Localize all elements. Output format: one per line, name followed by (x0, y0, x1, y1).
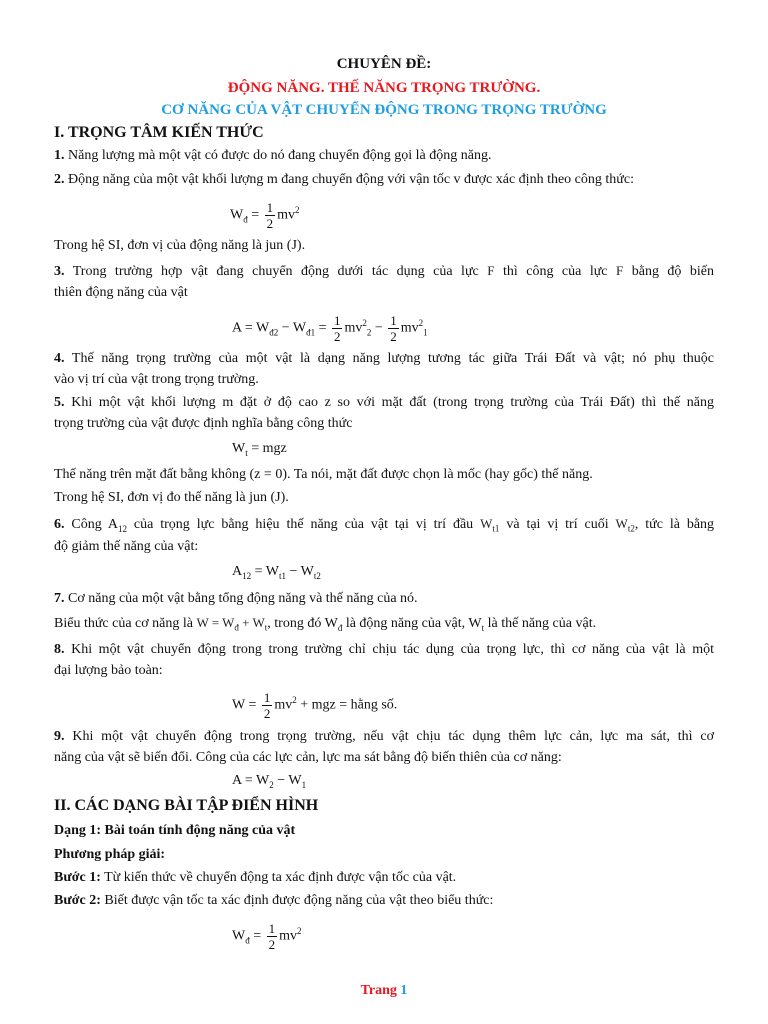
section-2-heading: II. CÁC DẠNG BÀI TẬP ĐIỂN HÌNH (54, 797, 319, 814)
paragraph-7: 7. Cơ năng của một vật bằng tổng động năng và thế năng của nó. (54, 591, 418, 606)
paragraph-4-line-2: vào vị trí của vật trong trọng trường. (54, 372, 259, 387)
paragraph-5-line-4: Trong hệ SI, đơn vị đo thế năng là jun (J). (54, 490, 289, 505)
page-number: 1 (400, 983, 408, 998)
paragraph-text: Năng lượng mà một vật có được do nó đang chuyển động gọi là động năng. (68, 148, 492, 163)
item-number: 1. (54, 148, 65, 163)
paragraph-3-line-2: thiên động năng của vật (54, 285, 188, 300)
paragraph-4-line-1: 4. Thế năng trọng trường của một vật là dạng năng lượng tương tác giữa Trái Đất và vật; nó phụ thuộc (54, 351, 714, 366)
paragraph-text: Động năng của một vật khối lượng m đang chuyển động với vận tốc v được xác định theo công thức: (68, 172, 634, 187)
paragraph-8-line-1: 8. Khi một vật chuyển động trong trong trường chỉ chịu tác dụng của trọng lực, thì cơ năng của vật là một (54, 642, 715, 657)
document-subtitle: CƠ NĂNG CỦA VẬT CHUYỂN ĐỘNG TRONG TRỌNG TRƯỜNG (161, 102, 607, 118)
document-title: ĐỘNG NĂNG. THẾ NĂNG TRỌNG TRƯỜNG. (227, 80, 541, 96)
paragraph-9-line-2: năng của vật sẽ biến đổi. Công của các lực cản, lực ma sát bằng độ biến thiên của cơ năng: (54, 750, 562, 765)
formula-kinetic-energy: $W_đ$ = $\frac{1}{2}$ $mv^2$ (230, 200, 300, 231)
paragraph-2-unit: Trong hệ SI, đơn vị của động năng là jun (J). (54, 238, 306, 253)
page-footer (0, 983, 768, 999)
formula-mechanical-energy: W = $\frac{1}{2}$ $mv^2$ + mgz = hằng số. (232, 690, 398, 721)
paragraph-9-line-1: 9. Khi một vật chuyển động trong trọng trường, nếu vật chịu tác dụng thêm lực cản, lực ma sát, thì cơ (54, 729, 715, 744)
topic-label: CHUYÊN ĐỀ: (336, 56, 432, 72)
force-symbol: F (616, 263, 624, 278)
paragraph-3-line-1: 3. Trong trường hợp vật đang chuyển động dưới tác dụng của lực F thì công của lực F bằng độ biến (54, 263, 715, 279)
paragraph-8-line-2: đại lượng bảo toàn: (54, 663, 163, 678)
step-1: Bước 1: Từ kiến thức về chuyển động ta xác định được vận tốc của vật. (54, 870, 457, 885)
formula-work-energy-theorem: $A = W_{đ2} - W_{đ1}$ = $\frac{1}{2}$ $mv^2_2$ − $\frac{1}{2}$ $mv^2_1$ (232, 313, 428, 344)
method-heading: Phương pháp giải: (54, 847, 166, 862)
page-label: Trang (360, 983, 397, 998)
section-1-heading: I. TRỌNG TÂM KIẾN THỨC (54, 124, 264, 141)
formula-work-nonconservative: $A = W_2 - W_1$ (232, 773, 307, 790)
formula-gravity-work: $A_{12} = W_{t1} - W_{t2}$ (232, 564, 321, 581)
force-symbol: F (487, 263, 495, 278)
paragraph-5-line-1: 5. Khi một vật khối lượng m đặt ở độ cao z so với mặt đất (trong trọng trường của Trái Đất) thì thế năng (54, 395, 715, 410)
paragraph-6-line-1: 6. Công $A_{12}$ của trọng lực bằng hiệu thế năng của vật tại vị trí đầu $W_{t1}$ và tại vị trí cuối $W_{t2}$, tức là bằng (54, 516, 715, 534)
formula-kinetic-energy-step: $W_đ$ = $\frac{1}{2}$ $mv^2$ (232, 921, 302, 952)
paragraph-7-expression: Biểu thức của cơ năng là $W = W_đ + W_t$, trong đó $W_đ$ là động năng của vật, $W_t$ là thế năng của vật. (54, 615, 597, 633)
problem-type-1: Dạng 1: Bài toán tính động năng của vật (54, 823, 296, 838)
paragraph-2 (54, 171, 634, 189)
formula-potential-energy: $W_t$ = mgz (232, 441, 287, 458)
paragraph-1 (54, 147, 491, 165)
paragraph-5-line-3: Thế năng trên mặt đất bằng không (z = 0). Ta nói, mặt đất được chọn là mốc (hay gốc) thế năng. (54, 467, 593, 482)
step-2: Bước 2: Biết được vận tốc ta xác định được động năng của vật theo biểu thức: (54, 893, 494, 908)
paragraph-6-line-2: độ giảm thế năng của vật: (54, 539, 199, 554)
paragraph-5-line-2: trọng trường của vật được định nghĩa bằng công thức (54, 416, 353, 431)
item-number: 2. (54, 172, 65, 187)
